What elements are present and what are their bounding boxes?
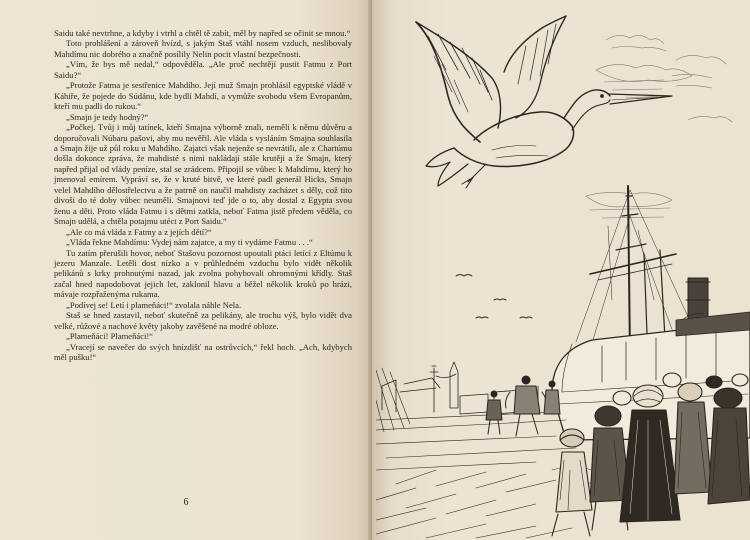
paragraph: „Počkej. Tvůj i můj tatínek, kteří Smajna výborně znali, neměli k němu důvěru a doporučovali Núbaru pašovi, aby mu nevěřil. Ale vláda s vysláním Smajna souhlasila a Smajn žije už půl roku u Mahdího. Zajatci však nejenže se nevrátili, ale z Chartúmu došla dokonce zpráva, že mahdisté s nimi nakládají stále krutěji a že Smajn, který napřed přijal od vlády peníze, stal se zrádcem. Připojil se vůbec k Mahdímu, který ho jmenoval emírem. Vypráví se, že v kruté bitvě, ve které padl generál Hicks, Smajn velel Mahdího dělostřelectvu a že patrně on naučil mahdisty zacházet s děly, což tito divoši do té doby vůbec neuměli. Smajnovi teď jde o to, aby dostal z Egypta svou ženu a děti. Proto vláda Fatmu i s dětmi zatkla, neboť Fatma jistě předem věděla, co Smajn udělá, a chtěla potajmu utéct z Port Saidu.“ — [54, 122, 352, 227]
paragraph: „Vracejí se navečer do svých hnízdišť na ostrůvcích,“ řekl hoch. „Ach, kdybych měl pušku!“ — [54, 341, 352, 363]
paragraph: „Smajn je tedy hodný?“ — [66, 111, 149, 122]
paragraph: Staš se hned zastavil, neboť skutečně za pelikány, ale trochu výš, bylo vidět dva velké, růžové a nachové květy jakoby zavěšené na modré obloze. — [54, 310, 352, 331]
paragraph: „Vláda řekne Mahdímu: Vydej nám zajatce, a my ti vydáme Fatmu . . .“ — [66, 237, 313, 248]
paragraph: Tu zatím přerušili hovor, neboť Stašovu pozornost upoutali ptáci letící z Eltúmu k jezeru Manzale. Letěli dost nízko a v průhledném vzduchu bylo vidět několik pelikánů s krky prohnutými nazad, jak zvolna pohybovali ohromnými křídly. Staš začal hned napodobovat jejich let, zaklonil hlavu a běžel několik kroků po hrázi, mávaje rozpřaženýma rukama. — [54, 247, 352, 300]
paragraph: „Ale co má vláda z Fatmy a z jejích dětí?“ — [66, 226, 212, 237]
paragraph: Saidu také nevtrhne, a kdyby i vtrhl a chtěl tě zabít, měl by napřed se očinit se mnou.“ — [54, 28, 351, 38]
body-text — [54, 28, 352, 363]
pelican-harbor-illustration — [376, 0, 750, 540]
paragraph: „Vím, že bys mě nedal,“ odpověděla. „Ale proč nechtějí pustit Fatmu z Port Saidu?“ — [54, 59, 352, 80]
paragraph: „Plameňáci! Plameňáci!“ — [66, 331, 154, 342]
clouds-sketch — [586, 35, 732, 218]
page-number: 6 — [183, 497, 189, 508]
people-midground — [486, 376, 560, 436]
distant-birds — [456, 275, 532, 319]
paragraph: „Podívej se! Letí i plameňáci!“ zvolala náhle Nela. — [66, 299, 242, 310]
pelican-drawing — [416, 16, 672, 188]
paragraph: Toto prohlášení a zároveň hvízd, s jakým Staš vtáhl nosem vzduch, neslibovaly Mahdímu nic dobrého a značně posílily Nelin pocit vlastní bezpečnosti. — [54, 38, 352, 59]
left-page — [0, 0, 372, 540]
paragraph: „Protože Fatma je sestřenice Mahdího. Její muž Smajn prohlásil egyptské vládě v Káhiře, že pojede do Súdánu, kde bydlí Mahdí, a vymůže svobodu všem Evropanům, kteří mu padli do rukou.“ — [54, 80, 352, 112]
